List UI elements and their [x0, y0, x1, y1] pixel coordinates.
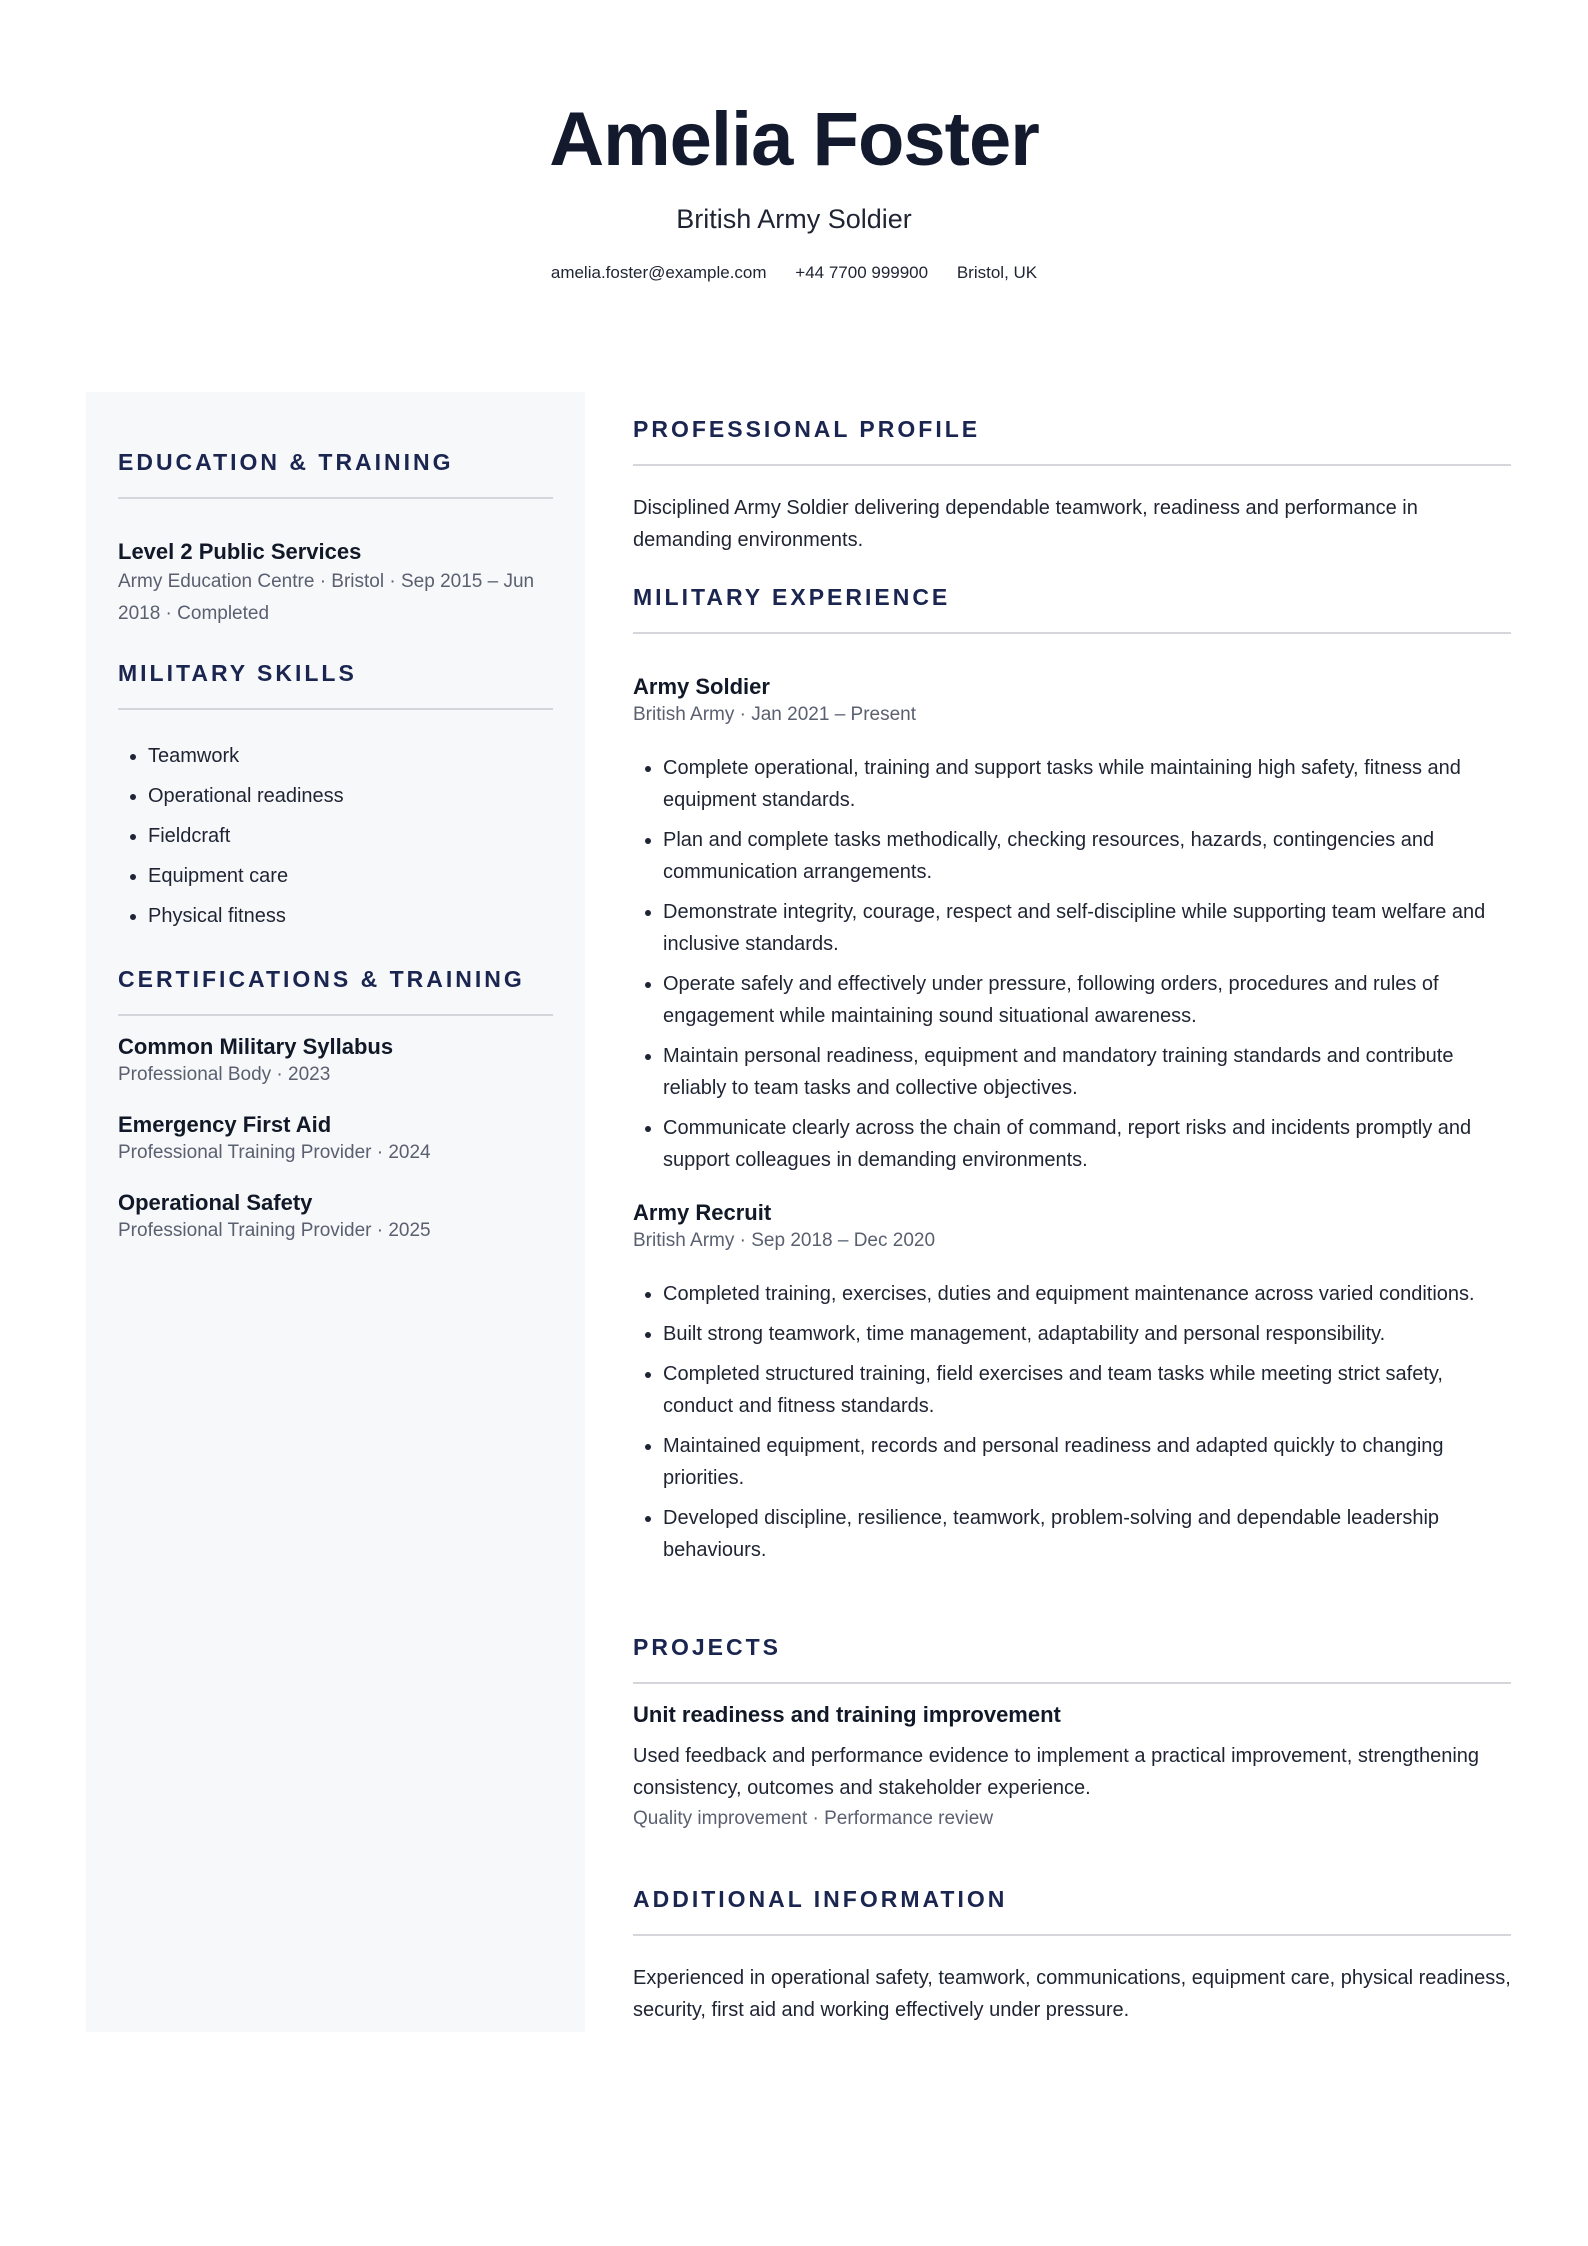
job-bullets [633, 1278, 1511, 1566]
job-title: Army Recruit [633, 1200, 772, 1225]
job-bullet: • Demonstrate integrity, courage, respect and self-discipline while supporting team welfare and inclusive standards. [663, 896, 1511, 960]
additional-section [633, 1884, 1511, 2026]
certification-meta: Professional Training Provider · 2025 [118, 1220, 431, 1241]
certification-item [118, 1110, 553, 1166]
project-meta: Quality improvement · Performance review [633, 1808, 994, 1829]
certifications-section [118, 964, 553, 1244]
job-entry [633, 672, 1511, 1176]
candidate-title: British Army Soldier [676, 204, 912, 234]
job-bullet: • Completed structured training, field exercises and team tasks while meeting strict safety, conduct and fitness standards. [663, 1358, 1511, 1422]
contact-location: Bristol, UK [956, 263, 1038, 282]
job-bullet: • Built strong teamwork, time management, adaptability and personal responsibility. [663, 1318, 1511, 1350]
job-meta: British Army · Jan 2021 – Present [633, 704, 917, 725]
profile-text: Disciplined Army Soldier delivering dependable teamwork, readiness and performance in demanding environments. [633, 497, 1418, 551]
job-bullet: • Complete operational, training and support tasks while maintaining high safety, fitness and equipment standards. [663, 752, 1511, 816]
job-bullets [633, 752, 1511, 1176]
experience-heading: MILITARY EXPERIENCE [633, 582, 1511, 634]
skill-item: • Teamwork [148, 740, 553, 772]
experience-section [633, 582, 1511, 1574]
job-bullet: • Developed discipline, resilience, teamwork, problem-solving and dependable leadership behaviours. [663, 1502, 1511, 1566]
job-entry [633, 1198, 1511, 1566]
job-bullet: • Plan and complete tasks methodically, checking resources, hazards, contingencies and communication arrangements. [663, 824, 1511, 888]
skills-section [118, 658, 553, 940]
job-bullet: • Maintained equipment, records and personal readiness and adapted quickly to changing priorities. [663, 1430, 1511, 1494]
profile-heading: PROFESSIONAL PROFILE [633, 414, 1511, 466]
certification-item [118, 1188, 553, 1244]
certification-meta: Professional Training Provider · 2024 [118, 1142, 431, 1163]
skill-item: • Equipment care [148, 860, 553, 892]
additional-text: Experienced in operational safety, teamwork, communications, equipment care, physical readiness, security, first aid and working effectively under pressure. [633, 1967, 1511, 2021]
skill-item: • Fieldcraft [148, 820, 553, 852]
candidate-name: Amelia Foster [549, 97, 1039, 182]
education-heading: EDUCATION & TRAINING [118, 447, 553, 499]
skills-heading: MILITARY SKILLS [118, 658, 553, 710]
job-meta: British Army · Sep 2018 – Dec 2020 [633, 1230, 936, 1251]
skill-item: • Physical fitness [148, 900, 553, 932]
job-title: Army Soldier [633, 674, 770, 699]
skill-item: • Operational readiness [148, 780, 553, 812]
certification-title: Emergency First Aid [118, 1112, 332, 1137]
job-bullet: • Communicate clearly across the chain of command, report risks and incidents promptly and support colleagues in demanding environments. [663, 1112, 1511, 1176]
projects-heading: PROJECTS [633, 1632, 1511, 1684]
job-bullet: • Maintain personal readiness, equipment and mandatory training standards and contribute reliably to team tasks and collective objectives. [663, 1040, 1511, 1104]
certification-meta: Professional Body · 2023 [118, 1064, 331, 1085]
project-title: Unit readiness and training improvement [633, 1702, 1061, 1727]
contact-phone: +44 7700 999900 [795, 263, 929, 282]
contact-email: amelia.foster@example.com [550, 263, 767, 282]
profile-section [633, 414, 1511, 556]
education-meta: Army Education Centre · Bristol · Sep 2015 – Jun 2018 · Completed [118, 571, 535, 624]
additional-heading: ADDITIONAL INFORMATION [633, 1884, 1511, 1936]
certification-title: Common Military Syllabus [118, 1034, 394, 1059]
education-title: Level 2 Public Services [118, 539, 362, 564]
certification-title: Operational Safety [118, 1190, 313, 1215]
contact-line [0, 262, 1588, 284]
skills-list [118, 740, 553, 932]
project-text: Used feedback and performance evidence to implement a practical improvement, strengthening consistency, outcomes and stakeholder experience. [633, 1745, 1480, 1799]
job-bullet: • Operate safely and effectively under pressure, following orders, procedures and rules of engagement while maintaining sound situational awareness. [663, 968, 1511, 1032]
certification-item [118, 1032, 553, 1088]
sidebar [86, 392, 585, 2032]
resume-header [0, 92, 1588, 284]
projects-section [633, 1632, 1511, 1834]
education-section [118, 447, 553, 630]
certifications-heading: CERTIFICATIONS & TRAINING [118, 964, 553, 1016]
job-bullet: • Completed training, exercises, duties and equipment maintenance across varied conditions. [663, 1278, 1511, 1310]
